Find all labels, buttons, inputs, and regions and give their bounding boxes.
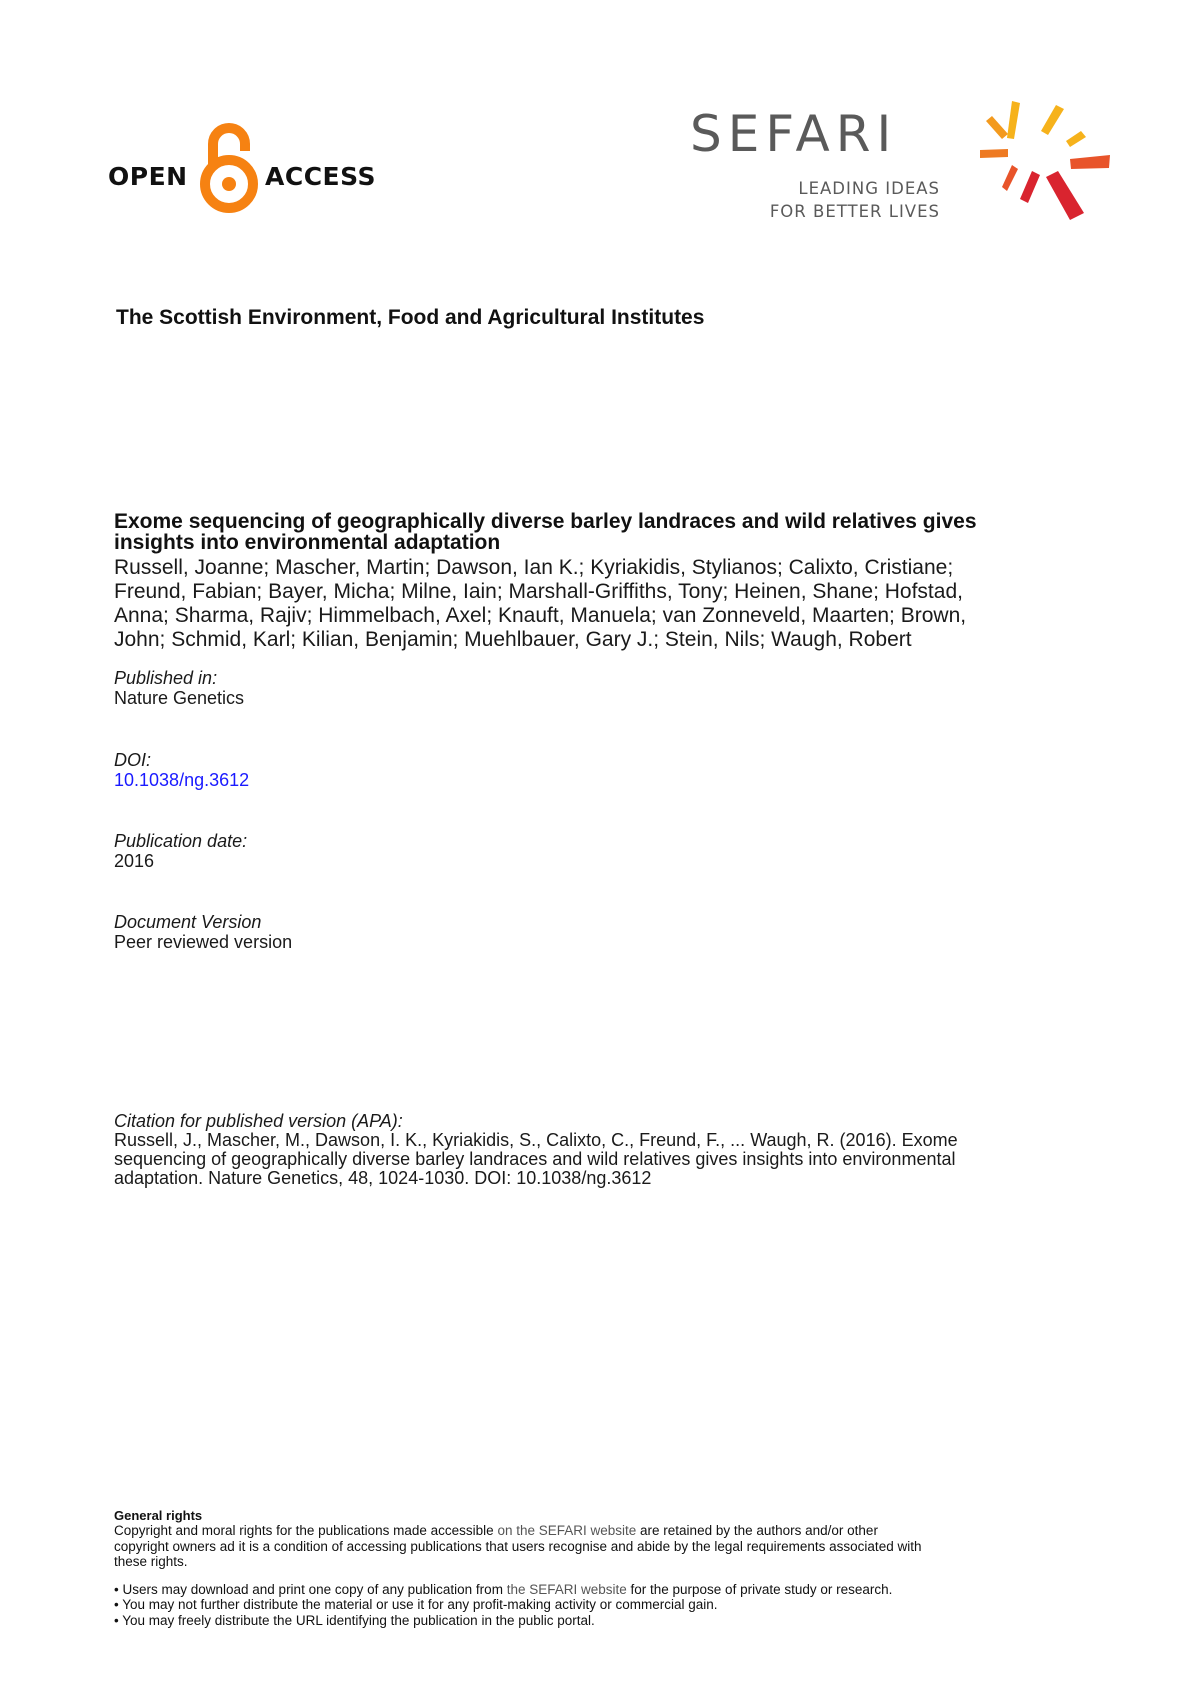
citation-text <box>114 1131 1094 1188</box>
sefari-website-link[interactable]: the SEFARI website <box>506 1581 627 1597</box>
sefari-tagline-line1: LEADING IDEAS <box>798 179 940 198</box>
document-version-label: Document Version <box>114 912 262 932</box>
rights-bullet <box>114 1582 1094 1598</box>
rights-line: copyright owners ad it is a condition of accessing publications that users recognise and abide by the legal requirements associated with <box>114 1538 922 1554</box>
access-word: ACCESS <box>265 162 377 191</box>
publication-date-block <box>114 831 247 871</box>
general-rights-block <box>114 1508 1094 1628</box>
authors-line: Russell, Joanne; Mascher, Martin; Dawson, Ian K.; Kyriakidis, Stylianos; Calixto, Cristiane; <box>114 556 954 579</box>
published-in-value: Nature Genetics <box>114 688 245 708</box>
citation-line: sequencing of geographically diverse barley landraces and wild relatives gives insights into environmental <box>114 1149 956 1169</box>
authors-line: John; Schmid, Karl; Kilian, Benjamin; Muehlbauer, Gary J.; Stein, Nils; Waugh, Robert <box>114 628 912 651</box>
doi-block <box>114 750 249 790</box>
institutes-heading: The Scottish Environment, Food and Agricultural Institutes <box>116 306 705 329</box>
general-rights-paragraph <box>114 1523 1094 1570</box>
authors-line: Freund, Fabian; Bayer, Micha; Milne, Iain; Marshall-Griffiths, Tony; Heinen, Shane; Hofstad, <box>114 580 963 603</box>
published-in-label: Published in: <box>114 668 218 688</box>
authors-line: Anna; Sharma, Rajiv; Himmelbach, Axel; Knauft, Manuela; van Zonneveld, Maarten; Brown, <box>114 604 967 627</box>
open-lock-icon <box>198 118 260 218</box>
paper-title-line: Exome sequencing of geographically diverse barley landraces and wild relatives gives <box>114 510 977 533</box>
citation-label: Citation for published version (APA): <box>114 1111 403 1131</box>
open-word: OPEN <box>108 162 188 191</box>
sefari-tagline <box>750 177 940 223</box>
sefari-logo <box>690 95 1110 235</box>
open-access-logo <box>108 118 378 218</box>
document-version-block <box>114 912 292 952</box>
paper-title-line: insights into environmental adaptation <box>114 531 501 554</box>
citation-line: Russell, J., Mascher, M., Dawson, I. K., Kyriakidis, S., Calixto, C., Freund, F., ... Waugh, R. (2016). Exome <box>114 1130 958 1150</box>
rights-bullet: • You may not further distribute the material or use it for any profit-making activity or commercial gain. <box>114 1597 718 1612</box>
doi-label: DOI: <box>114 750 152 770</box>
rights-line: these rights. <box>114 1554 188 1569</box>
rights-text: are retained by the authors and/or other <box>636 1523 878 1538</box>
document-version-value: Peer reviewed version <box>114 932 293 952</box>
sefari-sunburst-icon <box>978 95 1110 235</box>
sefari-website-link[interactable]: on the SEFARI website <box>497 1523 637 1538</box>
doi-link[interactable]: 10.1038/ng.3612 <box>114 770 250 790</box>
publication-date-label: Publication date: <box>114 831 248 851</box>
citation-line: adaptation. Nature Genetics, 48, 1024-1030. DOI: 10.1038/ng.3612 <box>114 1168 652 1188</box>
published-in-block <box>114 668 244 708</box>
rights-text: • Users may download and print one copy of any publication from <box>114 1581 507 1597</box>
rights-bullets <box>114 1582 1094 1629</box>
paper-authors <box>114 556 1074 652</box>
rights-bullet: • You may freely distribute the URL identifying the publication in the public portal. <box>114 1612 595 1628</box>
rights-text: for the purpose of private study or research. <box>626 1581 893 1597</box>
sefari-wordmark: SEFARI <box>690 105 898 163</box>
publication-date-value: 2016 <box>114 851 155 871</box>
sefari-tagline-line2: FOR BETTER LIVES <box>769 202 940 221</box>
rights-line <box>114 1523 1094 1539</box>
rights-text: Copyright and moral rights for the publications made accessible <box>114 1523 498 1538</box>
citation-block <box>114 1111 1094 1188</box>
general-rights-heading: General rights <box>114 1508 203 1523</box>
paper-title <box>114 511 1074 553</box>
